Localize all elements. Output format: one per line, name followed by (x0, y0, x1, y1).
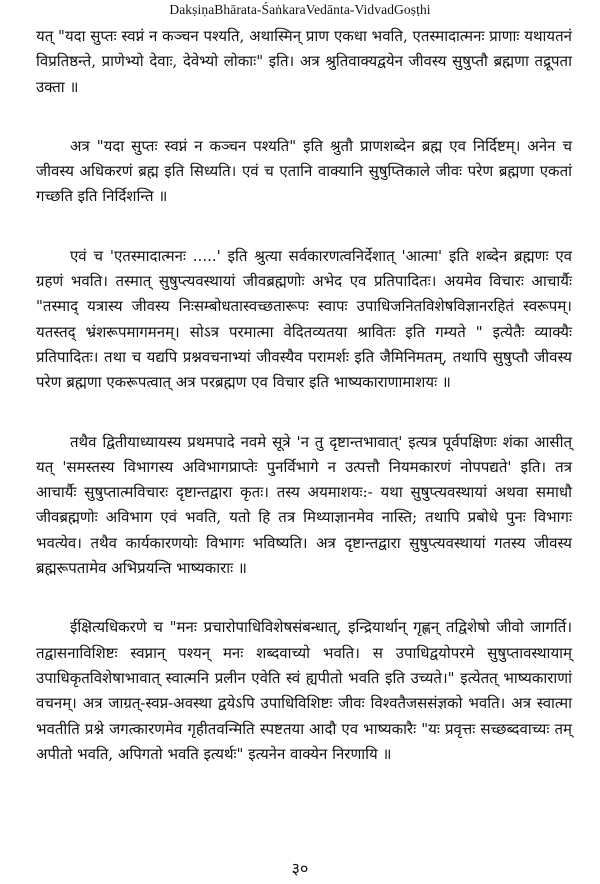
paragraph-1: यत् "यदा सुप्तः स्वप्नं न कञ्चन पश्यति, अथास्मिन् प्राण एकधा भवति, एतस्मादात्मनः प्राणाः यथायतनं विप्रतिष्ठन्ते, प्राणेभ्यो देवाः, देवेभ्यो लोकाः" इति। अत्र श्रुतिवाक्यद्वयेन जीवस्य सुषुप्तौ ब्रह्मणा तद्रूपता उक्ता ॥ (36, 27, 572, 96)
paragraph-4: तथैव द्वितीयाध्यायस्य प्रथमपादे नवमे सूत्रे 'न तु दृष्टान्तभावात्' इत्यत्र पूर्वपक्षिणः शंका आसीत् यत् 'समस्तस्य विभागस्य अविभागप्राप्तेः पुनर्विभागे न उत्पत्तौ नियमकारणं नोपपद्यते' इति। तत्र आचार्यैः सुषुप्तात्मविचारः दृष्टान्तद्वारा कृतः। तस्य अयमाशयः:- यथा सुषुप्त्यवस्थायां अथवा समाधौ जीवब्रह्मणोः अविभाग एवं भवति, यतो हि तत्र मिथ्याज्ञानमेव नास्ति; तथापि प्रबोधे पुनः विभागः भवत्येव। तथैव कार्यकारणयोः विभागः भविष्यति। अत्र दृष्टान्तद्वारा सुषुप्त्यवस्थायां गतस्य जीवस्य ब्रह्मरूपतामेव अभिप्रयन्ति भाष्यकाराः ॥ (36, 432, 572, 578)
paragraph-3: एवं च 'एतस्मादात्मनः .....' इति श्रुत्या सर्वकारणत्वनिर्देशात् 'आत्मा' इति शब्देन ब्रह्मणः एव ग्रहणं भवति। तस्मात् सुषुप्त्यवस्थायां जीवब्रह्मणोः अभेद एव प्रतिपादितः। अयमेव विचारः आचार्यैः "तस्माद् यत्रास्य जीवस्य निःसम्बोधतास्वच्छतारूपः स्वापः उपाधिजनितविशेषविज्ञानरहितं स्वरूपम्। यतस्तद् भ्रंशरूपमागमनम्। सोऽत्र परमात्मा वेदितव्यतया श्रावितः इति गम्यते " इत्येतैः व्याक्यैः प्रतिपादितः। तथा च यद्यपि प्रश्नवचनाभ्यां जीवस्यैव परामर्शः इति जैमिनिमतम्, तथापि सुषुप्तौ जीवस्य परेण ब्रह्मणा एकरूपत्वात् अत्र परब्रह्मण एव विचार इति भाष्यकाराणामाशयः ॥ (36, 246, 572, 392)
paragraph-5: ईक्षित्यधिकरणे च "मनः प्रचारोपाधिविशेषसंबन्धात्, इन्द्रियार्थान् गृह्णन् तद्विशेषो जीवो जागर्ति। तद्वासनाविशिष्टः स्वप्नान् पश्यन् मनः शब्दवाच्यो भवति। स उपाधिद्वयोपरमे सुषुप्तावस्थायाम् उपाधिकृतविशेषाभावात् स्वात्मनि प्रलीन एवेति स्वं ह्यपीतो भवति इति उच्यते।" इत्येतत् भाष्यकाराणां वचनम्। अत्र जाग्रत्-स्वप्न-अवस्था द्वयेऽपि उपाधिविशिष्टः जीवः विश्वतैजससंज्ञको भवति। अत्र स्वात्मा भवतीति प्रश्ने जगत्कारणमेव गृहीतवन्मिति स्पष्टतया आदौ एव भाष्यकारैः "यः प्रवृत्तः सच्छब्दवाच्यः तम् अपीतो भवति, अपिगतो भवति इत्यर्थः" इत्यनेन वाक्येन निरणायि ॥ (36, 618, 572, 763)
page-number: ३० (291, 859, 309, 878)
page-body (36, 24, 572, 801)
paragraph-2: अत्र "यदा सुप्तः स्वप्नं न कञ्चन पश्यति" इति श्रुतौ प्राणशब्देन ब्रह्म एव निर्दिष्टम्। अनेन च जीवस्य अधिकरणं ब्रह्म इति सिध्यति। एवं च एतानि वाक्यानि सुषुप्तिकाले जीवः परेण ब्रह्मणा एकतां गच्छति इति निर्दिशन्ति ॥ (36, 136, 572, 206)
running-header: DakṣiṇaBhārata-ŚaṅkaraVedānta-VidvadGoṣṭhi (169, 2, 431, 17)
